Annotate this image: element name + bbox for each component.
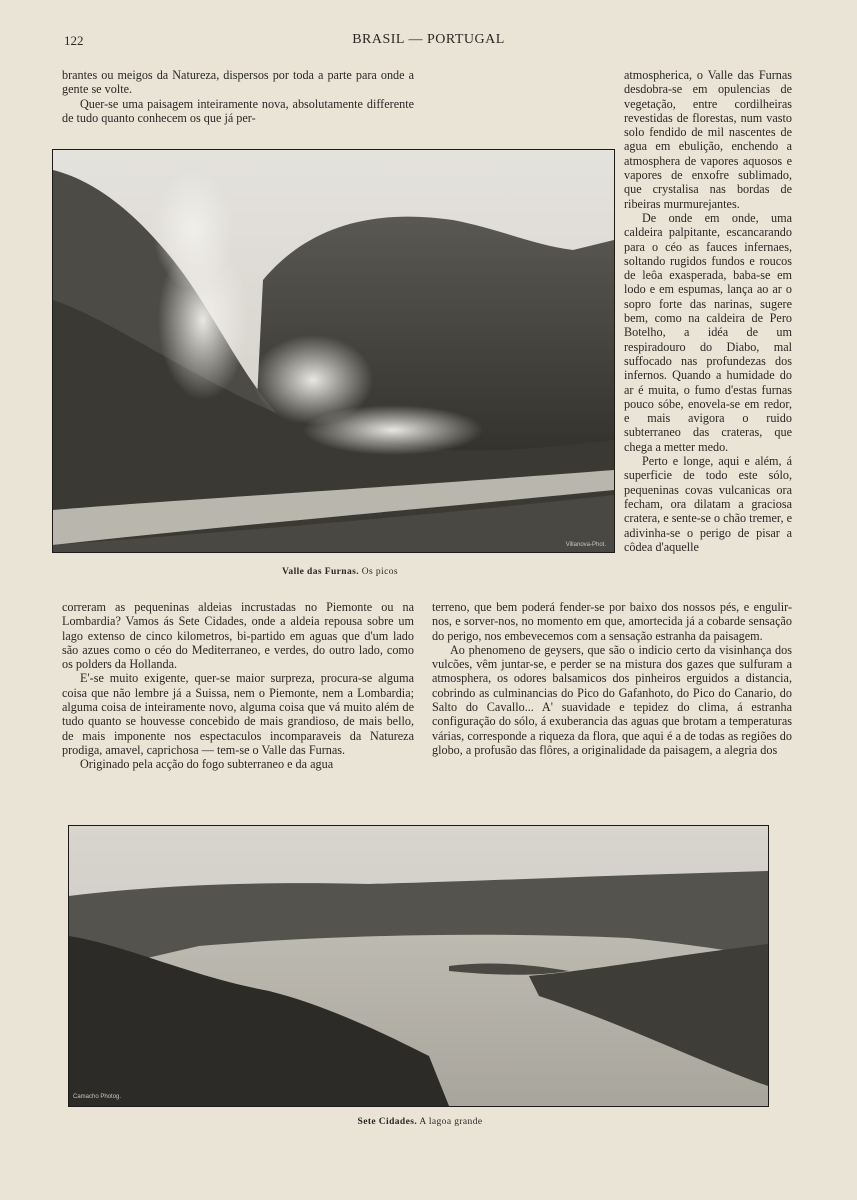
sete-cidades-photo [68, 825, 769, 1107]
caption-subtitle: Os picos [361, 567, 398, 577]
photo-credit: Villanova-Phot. [565, 542, 606, 548]
paragraph: brantes ou meigos da Natureza, dispersos por toda a parte para onde a gente se volte. [62, 68, 414, 97]
paragraph: terreno, que bem poderá fender-se por baixo dos nossos pés, e engulir-nos, e sorver-nos, no momento em que, amortecida já a cobarde sensação do perigo, nos embevecemos com a sensação estranha da paisagem. [432, 600, 792, 643]
valle-das-furnas-photo [52, 149, 615, 553]
page-number: 122 [64, 33, 84, 48]
paragraph: atmospherica, o Valle das Furnas desdobra-se em opulencias de vegetação, entre cordilheiras revestidas de florestas, num vasto solo fendido de mil nascentes de agua em ebulição, enchendo a atmosphera de vapores aquosos e vapores de enxofre sublimado, que crystalisa nas bordas de ribeiras murmurejantes. [624, 68, 792, 211]
paragraph: De onde em onde, uma caldeira palpitante, escancarando para o céo as fauces infernaes, soltando rugidos fundos e roucos de leôa exasperada, baba-se em lodo e em espumas, lança ao ar o sopro forte das narinas, sugere bem, como na caldeira de Pero Botelho, a idéa de um respiradouro do Diabo, mal suffocado nas profundezas dos infernos. Quando a humidade do ar é muita, o fumo d'estas furnas pouco sóbe, enovela-se em redor, e mais avigora o ruido subterraneo das crateras, que chega a metter medo. [624, 210, 792, 454]
paragraph: Originado pela acção do fogo subterraneo e da agua [80, 757, 334, 772]
top-left-text [62, 68, 414, 125]
caption-subtitle: A lagoa grande [419, 1117, 483, 1127]
photo-caption [190, 567, 490, 577]
paragraph: Ao phenomeno de geysers, que são o indicio certo da visinhança dos vulcões, vêm juntar-se, e perder se na mistura dos gazes que sulfuram a atmosphera, os odores balsamicos dos pinheiros erguidos a distancia, cobrindo as culminancias do Pico do Gafanhoto, do Pico do Canario, do Salto do Cavallo... A' suavidade e tepidez do clima, á estranha configuração do sólo, á exuberancia das aguas que brotam a temperaturas várias, corresponde a riqueza da flora, que aqui é a de todas as regiões do globo, a profusão das flôres, a originalidade da paisagem, a alegria dos [432, 642, 792, 757]
bottom-left-text [62, 600, 414, 772]
photo-credit: Camacho Photog. [73, 1094, 122, 1100]
caption-title: Sete Cidades. [357, 1117, 418, 1127]
paragraph: Perto e longe, aqui e além, á superficie de todo este sólo, pequeninas covas vulcanicas ora fecham, ora dilatam a graciosa cratera, e sente-se o chão tremer, e adivinha-se o perigo de pisar a côdea d'aquelle [624, 454, 793, 554]
photo-caption [250, 1117, 590, 1127]
paragraph: Quer-se uma paisagem inteiramente nova, absolutamente differente de tudo quanto conhecem os que já per- [62, 96, 414, 125]
bottom-right-text [432, 600, 792, 757]
paragraph: correram as pequeninas aldeias incrustadas no Piemonte ou na Lombardia? Vamos ás Sete Cidades, onde a aldeia repousa sobre um lago extenso de cinco kilometros, bi-partido em aguas que d'um lado são azues como o céo do Mediterraneo, e verdes, do outro lado, como os polders da Hollanda. [62, 600, 414, 672]
paragraph: E'-se muito exigente, quer-se maior surpreza, procura-se alguma coisa que não lembre já a Suissa, nem o Piemonte, nem a Lombardia; alguma coisa de inteiramente novo, alguma coisa que vá muito além de tudo quanto se houvesse concebido de mais grandioso, de mais bello, de mais imponente nos espectaculos incomparaveis da Natureza prodiga, amavel, caprichosa — tem-se o Valle das Furnas. [62, 671, 414, 757]
caption-title: Valle das Furnas. [282, 567, 359, 577]
running-head: BRASIL — PORTUGAL [352, 32, 505, 47]
